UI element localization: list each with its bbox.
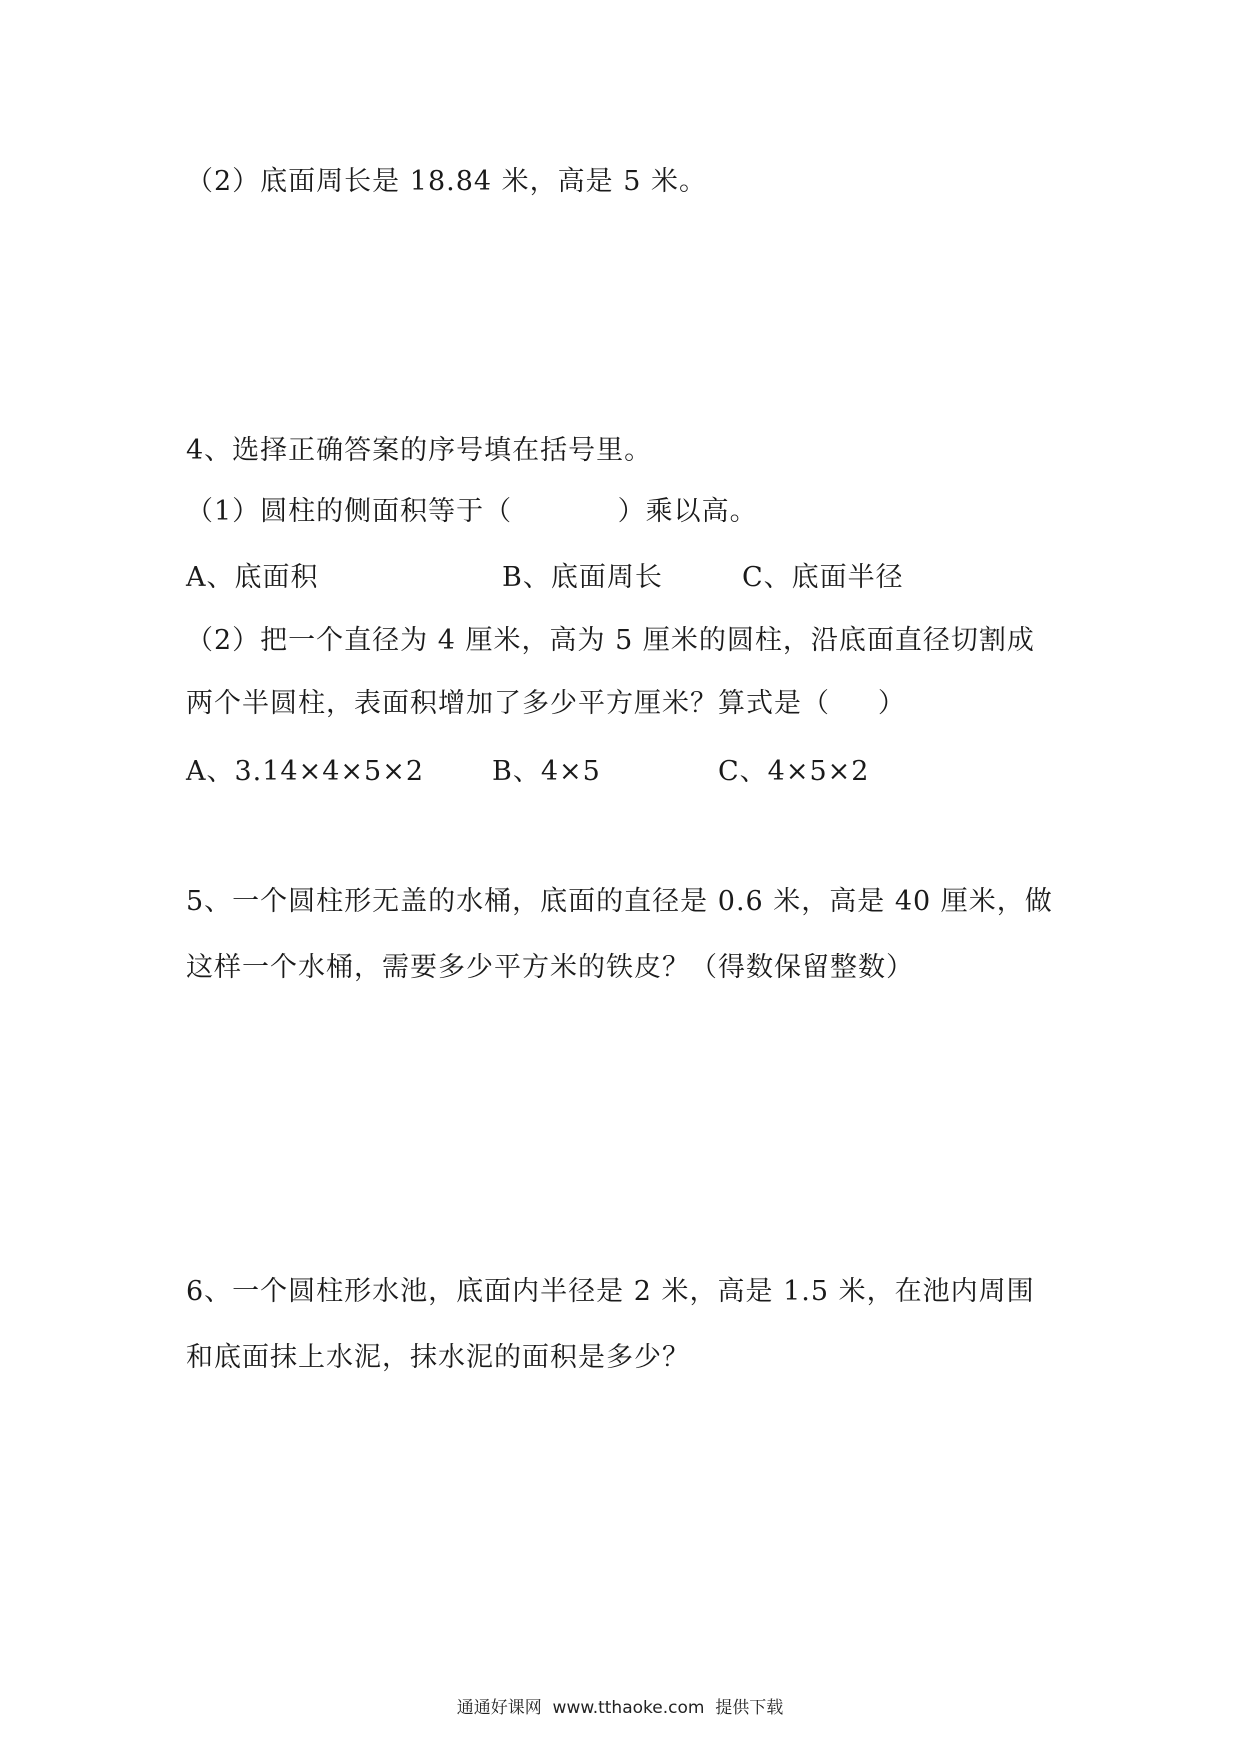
- question-4-part-2-stem-line-2: 两个半圆柱，表面积增加了多少平方厘米？算式是（ ）: [186, 688, 906, 719]
- question-3-part-2: （2）底面周长是 18.84 米，高是 5 米。: [186, 166, 707, 197]
- question-4-part-2-option-a: A、3.14×4×5×2: [186, 756, 425, 787]
- question-4-part-2-stem-line-1: （2）把一个直径为 4 厘米，高为 5 厘米的圆柱，沿底面直径切割成: [186, 625, 1035, 656]
- question-4-part-2-option-c: C、4×5×2: [718, 756, 870, 787]
- question-4-part-1-option-a: A、底面积: [186, 562, 319, 593]
- page-footer: 通通好课网 www.tthaoke.com 提供下载: [456, 1698, 784, 1718]
- question-5-line-2: 这样一个水桶，需要多少平方米的铁皮？（得数保留整数）: [186, 952, 914, 983]
- question-4-title: 4、选择正确答案的序号填在括号里。: [186, 435, 653, 466]
- question-4-part-1-option-c: C、底面半径: [742, 562, 904, 593]
- question-4-part-1-stem: （1）圆柱的侧面积等于（ ）乘以高。: [186, 496, 758, 527]
- question-4-part-1-option-b: B、底面周长: [502, 562, 663, 593]
- question-6-line-2: 和底面抹上水泥，抹水泥的面积是多少？: [186, 1342, 690, 1373]
- question-5-line-1: 5、一个圆柱形无盖的水桶，底面的直径是 0.6 米，高是 40 厘米，做: [186, 886, 1053, 917]
- question-6-line-1: 6、一个圆柱形水池，底面内半径是 2 米，高是 1.5 米，在池内周围: [186, 1276, 1035, 1307]
- question-4-part-2-option-b: B、4×5: [492, 756, 601, 787]
